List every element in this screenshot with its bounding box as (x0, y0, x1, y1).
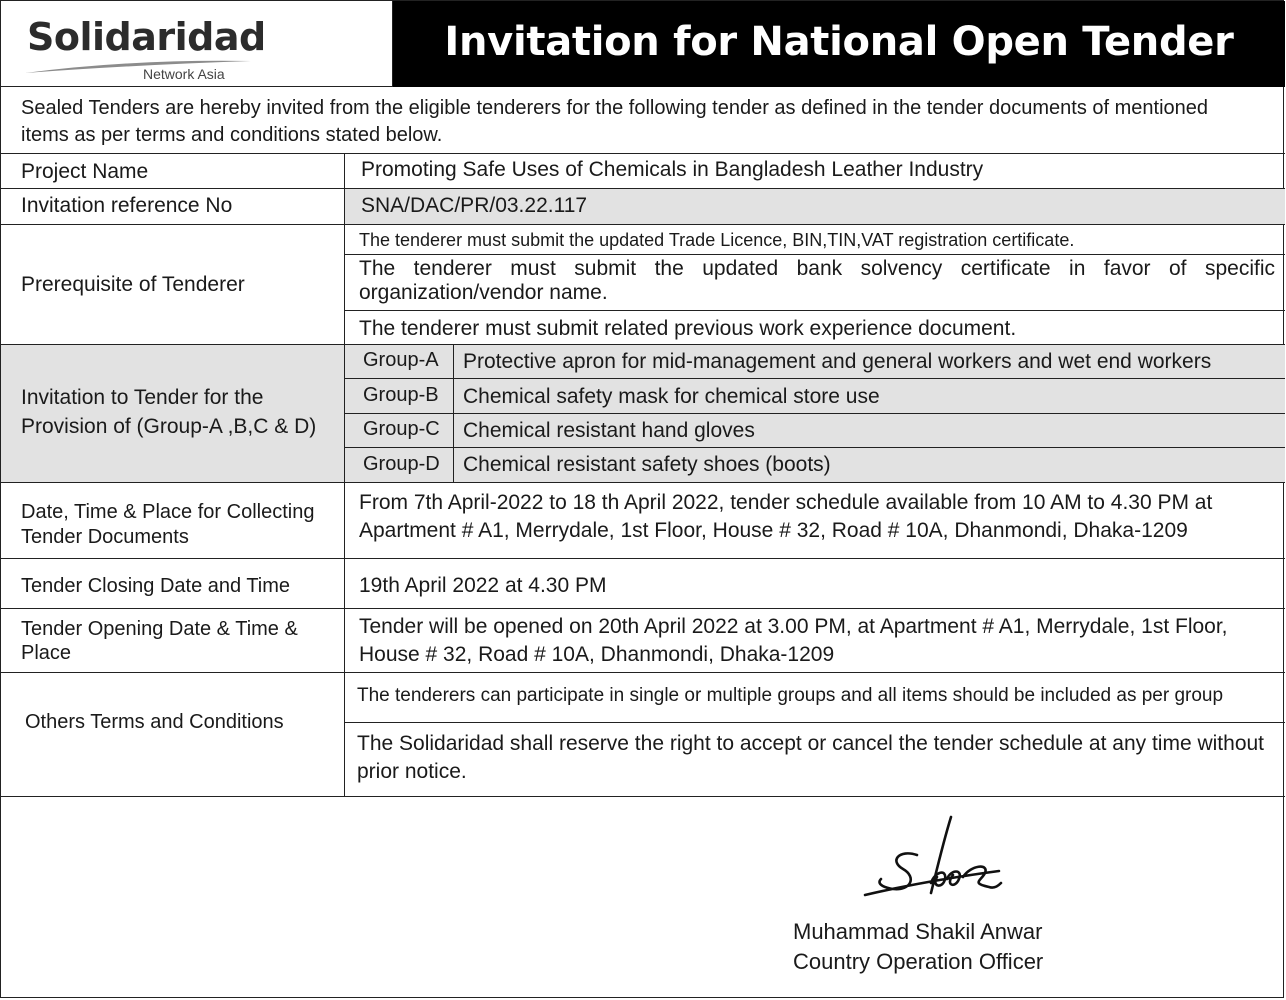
closing-label: Tender Closing Date and Time (21, 575, 291, 597)
prerequisite-label: Prerequisite of Tenderer (21, 273, 245, 296)
opening-label: Tender Opening Date & Time & Place (21, 618, 298, 664)
signature-icon (859, 813, 1009, 913)
closing-value: 19th April 2022 at 4.30 PM (359, 574, 607, 597)
group-item: Protective apron for mid-management and general workers and wet end workers (463, 350, 1212, 373)
others-label: Others Terms and Conditions (25, 711, 284, 733)
signatory-name: Muhammad Shakil Anwar (793, 919, 1043, 944)
collecting-label: Date, Time & Place for Collecting Tender Documents (21, 501, 315, 548)
prerequisite-item: The tenderer must submit the updated bank solvency certificate in favor of specific organization/vendor name. (359, 257, 1275, 304)
project-name-label: Project Name (21, 160, 149, 183)
logo (1, 1, 393, 87)
group-label: Group-C (363, 418, 440, 440)
reference-value: SNA/DAC/PR/03.22.117 (361, 194, 588, 217)
intro-text: Sealed Tenders are hereby invited from the eligible tenderers for the following tender as defined in the tender documents of mentioned items as per terms and conditions stated below. (21, 97, 1209, 146)
logo-subtitle: Network Asia (143, 66, 225, 82)
group-item: Chemical safety mask for chemical store use (463, 385, 880, 408)
others-item: The Solidaridad shall reserve the right to accept or cancel the tender schedule at any time without prior notice. (357, 732, 1265, 783)
provision-label: Invitation to Tender for the Provision of (Group-A ,B,C & D) (21, 386, 317, 438)
group-label: Group-D (363, 453, 440, 475)
reference-label: Invitation reference No (21, 194, 233, 217)
group-item: Chemical resistant hand gloves (463, 419, 755, 442)
group-label: Group-B (363, 384, 439, 406)
signatory-designation: Country Operation Officer (793, 949, 1044, 974)
others-item: The tenderers can participate in single or multiple groups and all items should be included as per group (357, 685, 1224, 706)
project-name-value: Promoting Safe Uses of Chemicals in Bangladesh Leather Industry (361, 158, 984, 181)
opening-value: Tender will be opened on 20th April 2022 at 3.00 PM, at Apartment # A1, Merrydale, 1st Floor, House # 32, Road # 10A, Dhanmondi, Dhaka-1209 (359, 615, 1228, 666)
prerequisite-item: The tenderer must submit the updated Trade Licence, BIN,TIN,VAT registration certificate. (359, 230, 1075, 250)
prerequisite-item: The tenderer must submit related previous work experience document. (359, 317, 1017, 340)
title-bar (393, 1, 1285, 87)
page-title: Invitation for National Open Tender (444, 19, 1234, 65)
collecting-value: From 7th April-2022 to 18 th April 2022, tender schedule available from 10 AM to 4.30 PM at Apartment # A1, Merrydale, 1st Floor, House # 32, Road # 10A, Dhanmondi, Dhaka-1209 (359, 491, 1213, 542)
logo-name: Solidaridad (27, 15, 266, 59)
group-label: Group-A (363, 349, 439, 371)
group-item: Chemical resistant safety shoes (boots) (463, 453, 831, 476)
